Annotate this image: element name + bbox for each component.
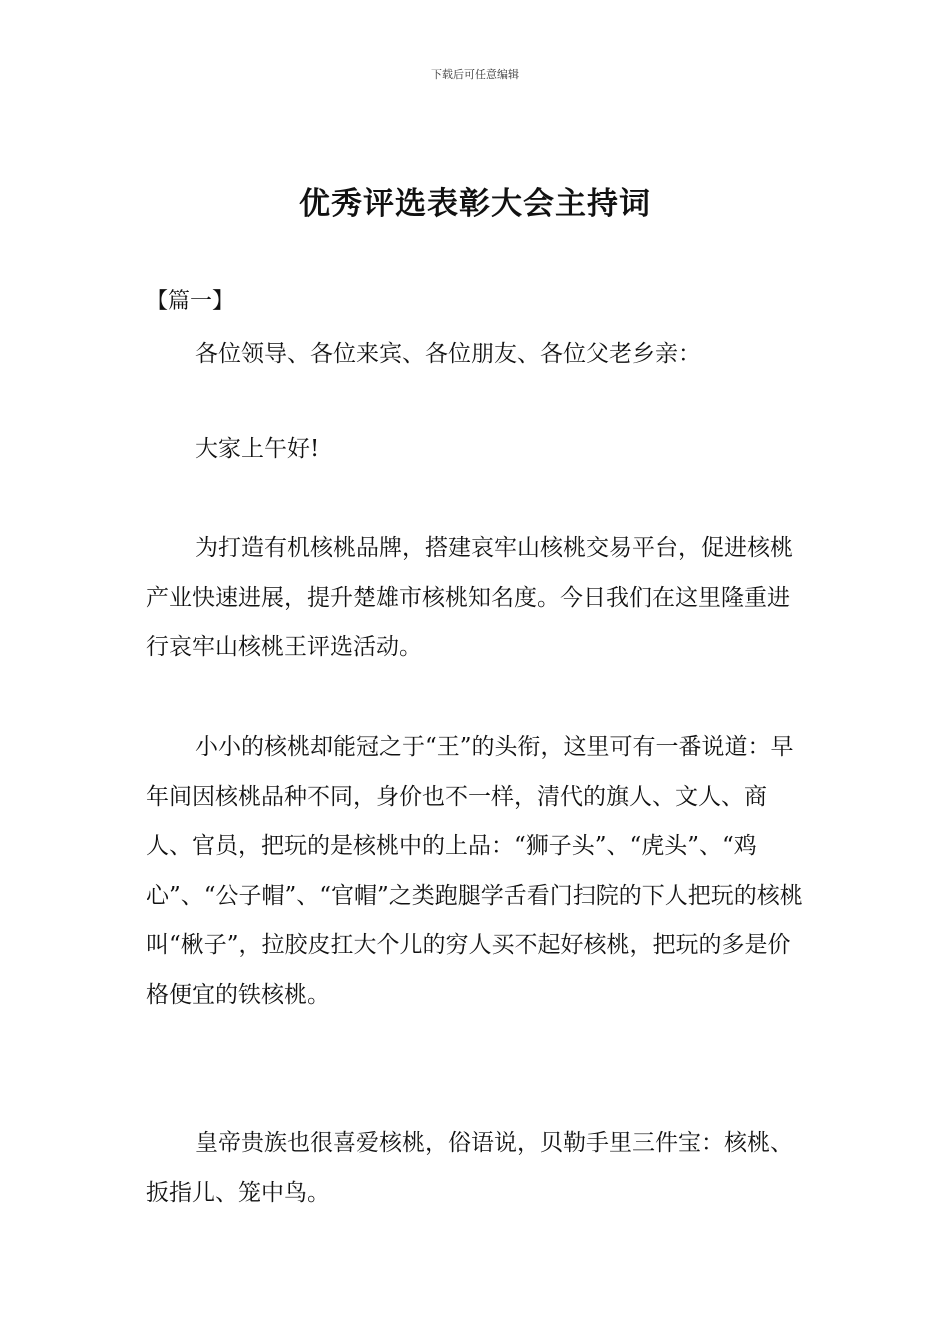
page-header-note: 下载后可任意编辑 bbox=[431, 68, 519, 81]
paragraph-good-morning: 大家上午好! bbox=[195, 436, 320, 462]
section-label: 【篇一】 bbox=[146, 289, 235, 314]
paragraph-purpose: 为打造有机核桃品牌，搭建哀牢山核桃交易平台，促进核桃产业快速进展，提升楚雄市核桃知名度。今日我们在这里隆重进行哀牢山核桃王评选活动。 bbox=[146, 535, 793, 660]
document-title: 优秀评选表彰大会主持词 bbox=[299, 186, 651, 222]
paragraph-emperor-nobles: 皇帝贵族也很喜爱核桃，俗语说，贝勒手里三件宝：核桃、扳指儿、笼中鸟。 bbox=[146, 1130, 793, 1206]
paragraph-greeting: 各位领导、各位来宾、各位朋友、各位父老乡亲： bbox=[195, 341, 701, 367]
paragraph-walnut-history: 小小的核桃却能冠之于“王”的头衔，这里可有一番说道：早年间因核桃品种不同，身价也不一样，清代的旗人、文人、商人、官员，把玩的是核桃中的上品：“狮子头”、“虎头”、“鸡心”、“公子帽”、“官帽”之类跑腿学舌看门扫院的下人把玩的核桃叫“楸子”，拉胶皮扛大个儿的穷人买不起好核桃，把玩的多是价格便宜的铁核桃。 bbox=[146, 734, 803, 1008]
